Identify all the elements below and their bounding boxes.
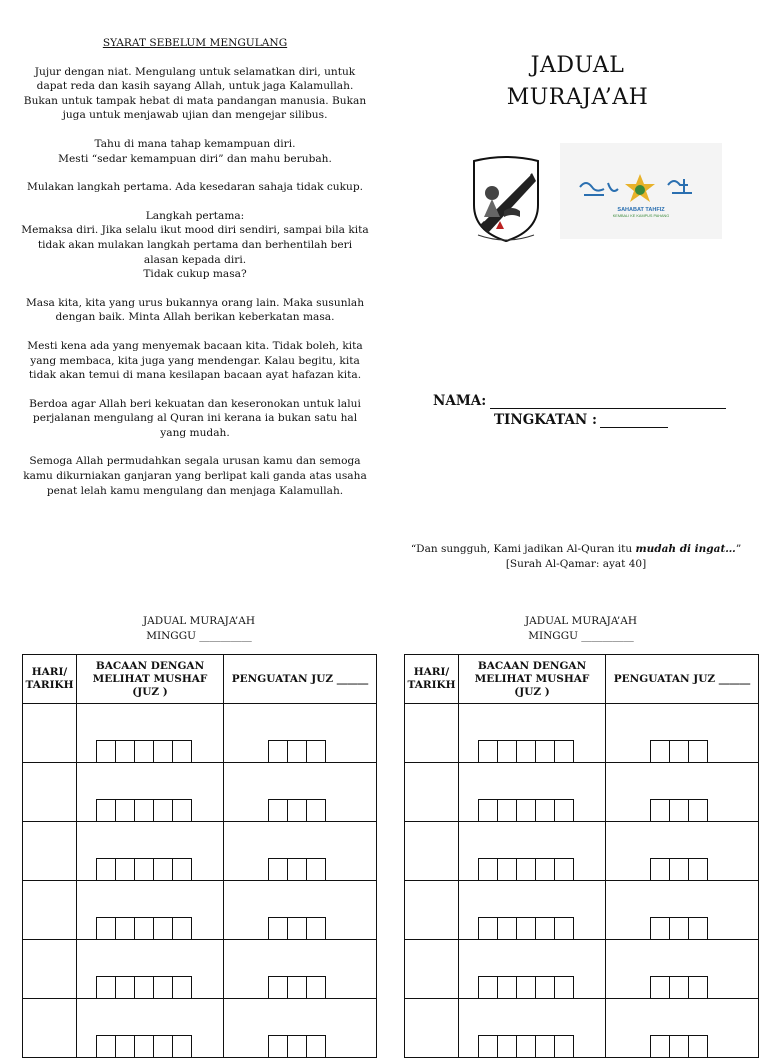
page-checkbox[interactable] bbox=[478, 799, 498, 821]
form-level-label: TINGKATAN : bbox=[494, 412, 597, 428]
juz-checkboxes bbox=[651, 740, 708, 762]
juz-checkbox[interactable] bbox=[268, 799, 288, 821]
page-checkboxes bbox=[97, 799, 192, 821]
juz-checkbox[interactable] bbox=[650, 1035, 670, 1057]
page-checkbox[interactable] bbox=[134, 858, 154, 880]
page-checkbox[interactable] bbox=[153, 858, 173, 880]
juz-checkbox[interactable] bbox=[669, 740, 689, 762]
juz-checkbox[interactable] bbox=[287, 917, 307, 939]
page-checkbox[interactable] bbox=[115, 976, 135, 998]
page-checkbox[interactable] bbox=[516, 1035, 536, 1057]
page-checkboxes bbox=[97, 1035, 192, 1057]
juz-checkbox[interactable] bbox=[268, 1035, 288, 1057]
page-checkboxes bbox=[479, 917, 574, 939]
guideline-paragraph: Mesti kena ada yang menyemak bacaan kita. Tidak boleh, kita yang membaca, kita juga yang mendengar. Kalau begitu, kita tidak akan temui di mana kesilapan bacaan ayat hafazan kita. bbox=[27, 339, 363, 382]
reinforcement-cell bbox=[606, 822, 759, 881]
juz-checkbox[interactable] bbox=[306, 1035, 326, 1057]
schedule-week: MINGGU __________ bbox=[146, 630, 252, 642]
reinforcement-cell bbox=[606, 999, 759, 1058]
page-checkbox[interactable] bbox=[497, 858, 517, 880]
page-checkbox[interactable] bbox=[172, 1035, 192, 1057]
reinforcement-cell bbox=[224, 999, 377, 1058]
schedule-row bbox=[405, 999, 759, 1058]
juz-checkbox[interactable] bbox=[306, 740, 326, 762]
juz-checkbox[interactable] bbox=[669, 799, 689, 821]
name-label: NAMA: bbox=[433, 393, 487, 409]
schedule-left bbox=[22, 614, 376, 1058]
day-date-cell[interactable] bbox=[23, 763, 77, 822]
header-reinforcement: PENGUATAN JUZ ______ bbox=[606, 655, 759, 704]
reinforcement-cell bbox=[224, 704, 377, 763]
reading-cell bbox=[77, 704, 224, 763]
juz-checkbox[interactable] bbox=[287, 1035, 307, 1057]
page-checkboxes bbox=[97, 917, 192, 939]
day-date-cell[interactable] bbox=[405, 704, 459, 763]
page-checkboxes bbox=[479, 799, 574, 821]
page-checkbox[interactable] bbox=[516, 799, 536, 821]
juz-checkbox[interactable] bbox=[650, 917, 670, 939]
juz-checkboxes bbox=[269, 799, 326, 821]
schedule-title: JADUAL MURAJA’AH bbox=[524, 615, 638, 627]
schedule-table bbox=[22, 654, 377, 1058]
juz-checkboxes bbox=[651, 858, 708, 880]
reinforcement-cell bbox=[224, 822, 377, 881]
juz-checkbox[interactable] bbox=[688, 858, 708, 880]
reading-cell bbox=[459, 999, 606, 1058]
school-crest-logo bbox=[470, 155, 542, 243]
reading-cell bbox=[77, 822, 224, 881]
name-blank[interactable] bbox=[490, 393, 726, 409]
guideline-paragraph: Jujur dengan niat. Mengulang untuk selamatkan diri, untuk dapat reda dan kasih sayang Allah, untuk jaga Kalamullah. Bukan untuk tampak hebat di mata pandangan manusia. Bukan juga untuk menjawab ujian dan mengejar silibus. bbox=[23, 65, 367, 122]
juz-checkbox[interactable] bbox=[650, 976, 670, 998]
juz-checkbox[interactable] bbox=[688, 740, 708, 762]
sahabat-tahfiz-logo bbox=[560, 143, 722, 239]
page-checkbox[interactable] bbox=[172, 858, 192, 880]
guideline-paragraph: Tahu di mana tahap kemampuan diri. Mesti “sedar kemampuan diri” dan mahu berubah. bbox=[58, 137, 332, 165]
day-date-cell[interactable] bbox=[405, 999, 459, 1058]
juz-checkbox[interactable] bbox=[669, 917, 689, 939]
schedule-week: MINGGU __________ bbox=[528, 630, 634, 642]
quote-reference: [Surah Al-Qamar: ayat 40] bbox=[505, 558, 647, 570]
page-checkbox[interactable] bbox=[115, 740, 135, 762]
schedule-row bbox=[23, 999, 377, 1058]
reinforcement-cell bbox=[606, 704, 759, 763]
juz-checkboxes bbox=[269, 917, 326, 939]
reading-cell bbox=[459, 940, 606, 999]
guideline-paragraph: Langkah pertama: Memaksa diri. Jika selalu ikut mood diri sendiri, sampai bila kita tidak akan mulakan langkah pertama dan berhentilah beri alasan kepada diri. Tidak cukup masa? bbox=[21, 209, 369, 281]
day-date-cell[interactable] bbox=[23, 704, 77, 763]
page-checkbox[interactable] bbox=[172, 976, 192, 998]
page-checkboxes bbox=[97, 976, 192, 998]
page-checkbox[interactable] bbox=[134, 976, 154, 998]
juz-checkbox[interactable] bbox=[650, 740, 670, 762]
reinforcement-cell bbox=[606, 763, 759, 822]
page-checkboxes bbox=[479, 858, 574, 880]
page-checkbox[interactable] bbox=[497, 917, 517, 939]
juz-checkbox[interactable] bbox=[306, 799, 326, 821]
guideline-paragraph: Masa kita, kita yang urus bukannya orang lain. Maka susunlah dengan baik. Minta Allah berikan keberkatan masa. bbox=[25, 296, 365, 324]
reading-cell bbox=[459, 881, 606, 940]
page-checkbox[interactable] bbox=[554, 799, 574, 821]
day-date-cell[interactable] bbox=[23, 822, 77, 881]
page-checkboxes bbox=[97, 858, 192, 880]
page-checkbox[interactable] bbox=[554, 740, 574, 762]
juz-checkbox[interactable] bbox=[306, 976, 326, 998]
logo-subtext: KEMBALI KE KAMPUS PAHANG bbox=[612, 214, 670, 218]
page-checkbox[interactable] bbox=[153, 917, 173, 939]
page-checkbox[interactable] bbox=[554, 858, 574, 880]
page-checkbox[interactable] bbox=[516, 917, 536, 939]
form-level-field[interactable] bbox=[494, 412, 668, 428]
juz-checkbox[interactable] bbox=[268, 917, 288, 939]
page-checkbox[interactable] bbox=[554, 917, 574, 939]
schedule-row bbox=[23, 940, 377, 999]
page-checkbox[interactable] bbox=[172, 917, 192, 939]
schedule-title: JADUAL MURAJA’AH bbox=[142, 615, 256, 627]
juz-checkbox[interactable] bbox=[688, 1035, 708, 1057]
logo-text: SAHABAT TAHFIZ bbox=[617, 207, 665, 213]
reading-cell bbox=[459, 822, 606, 881]
juz-checkbox[interactable] bbox=[287, 740, 307, 762]
header-reinforcement: PENGUATAN JUZ ______ bbox=[224, 655, 377, 704]
juz-checkbox[interactable] bbox=[287, 858, 307, 880]
juz-checkbox[interactable] bbox=[287, 976, 307, 998]
page-checkbox[interactable] bbox=[497, 740, 517, 762]
page-checkbox[interactable] bbox=[134, 740, 154, 762]
page-checkbox[interactable] bbox=[554, 1035, 574, 1057]
page-checkbox[interactable] bbox=[96, 917, 116, 939]
schedule-row bbox=[405, 704, 759, 763]
juz-checkboxes bbox=[651, 799, 708, 821]
reading-cell bbox=[77, 881, 224, 940]
page-checkbox[interactable] bbox=[497, 799, 517, 821]
header-day-date: HARI/ TARIKH bbox=[405, 655, 459, 704]
juz-checkbox[interactable] bbox=[268, 858, 288, 880]
juz-checkbox[interactable] bbox=[688, 976, 708, 998]
schedule-row bbox=[23, 704, 377, 763]
page-checkbox[interactable] bbox=[153, 799, 173, 821]
page-checkbox[interactable] bbox=[96, 976, 116, 998]
reinforcement-cell bbox=[224, 881, 377, 940]
reading-cell bbox=[459, 763, 606, 822]
page-checkbox[interactable] bbox=[535, 1035, 555, 1057]
reading-cell bbox=[77, 999, 224, 1058]
schedule-row bbox=[23, 822, 377, 881]
page-checkboxes bbox=[479, 1035, 574, 1057]
page-checkbox[interactable] bbox=[535, 976, 555, 998]
reinforcement-cell bbox=[606, 940, 759, 999]
page-checkbox[interactable] bbox=[115, 917, 135, 939]
juz-checkbox[interactable] bbox=[268, 976, 288, 998]
page-checkbox[interactable] bbox=[153, 976, 173, 998]
juz-checkbox[interactable] bbox=[287, 799, 307, 821]
reading-cell bbox=[459, 704, 606, 763]
juz-checkboxes bbox=[651, 917, 708, 939]
name-field[interactable] bbox=[433, 393, 726, 409]
page-checkbox[interactable] bbox=[516, 858, 536, 880]
page-checkbox[interactable] bbox=[172, 799, 192, 821]
schedule-row bbox=[405, 822, 759, 881]
schedule-row bbox=[23, 763, 377, 822]
page-checkbox[interactable] bbox=[96, 1035, 116, 1057]
page-checkbox[interactable] bbox=[516, 976, 536, 998]
juz-checkboxes bbox=[269, 1035, 326, 1057]
page-checkbox[interactable] bbox=[535, 740, 555, 762]
day-date-cell[interactable] bbox=[405, 763, 459, 822]
page-checkbox[interactable] bbox=[478, 858, 498, 880]
day-date-cell[interactable] bbox=[23, 881, 77, 940]
juz-checkboxes bbox=[269, 858, 326, 880]
juz-checkbox[interactable] bbox=[306, 858, 326, 880]
juz-checkbox[interactable] bbox=[650, 858, 670, 880]
juz-checkbox[interactable] bbox=[268, 740, 288, 762]
page-checkbox[interactable] bbox=[497, 1035, 517, 1057]
guideline-paragraph: Berdoa agar Allah beri kekuatan dan keseronokan untuk lalui perjalanan mengulang al Quran ini kerana ia bukan satu hal yang mudah. bbox=[29, 397, 361, 439]
juz-checkbox[interactable] bbox=[688, 799, 708, 821]
guidelines-heading: SYARAT SEBELUM MENGULANG bbox=[102, 37, 288, 49]
schedule-row bbox=[405, 940, 759, 999]
page-checkbox[interactable] bbox=[134, 1035, 154, 1057]
page-checkbox[interactable] bbox=[516, 740, 536, 762]
page-checkbox[interactable] bbox=[96, 858, 116, 880]
schedule-row bbox=[405, 881, 759, 940]
header-reading: BACAAN DENGAN MELIHAT MUSHAF (JUZ ) bbox=[77, 655, 224, 704]
page-checkbox[interactable] bbox=[96, 799, 116, 821]
page-checkbox[interactable] bbox=[478, 976, 498, 998]
page-checkbox[interactable] bbox=[153, 740, 173, 762]
page-checkbox[interactable] bbox=[96, 740, 116, 762]
schedule-row bbox=[23, 881, 377, 940]
reinforcement-cell bbox=[606, 881, 759, 940]
page-checkbox[interactable] bbox=[172, 740, 192, 762]
page-checkbox[interactable] bbox=[153, 1035, 173, 1057]
guideline-paragraph: Mulakan langkah pertama. Ada kesedaran sahaja tidak cukup. bbox=[26, 181, 364, 194]
cover-title: JADUAL MURAJA’AH bbox=[506, 53, 649, 110]
day-date-cell[interactable] bbox=[23, 940, 77, 999]
page-checkbox[interactable] bbox=[478, 740, 498, 762]
schedule-row bbox=[405, 763, 759, 822]
page-checkbox[interactable] bbox=[535, 917, 555, 939]
day-date-cell[interactable] bbox=[405, 940, 459, 999]
juz-checkbox[interactable] bbox=[688, 917, 708, 939]
guidelines-column bbox=[20, 36, 370, 512]
page-checkbox[interactable] bbox=[535, 799, 555, 821]
schedule-table bbox=[404, 654, 759, 1058]
reinforcement-cell bbox=[224, 763, 377, 822]
day-date-cell[interactable] bbox=[405, 881, 459, 940]
page-checkbox[interactable] bbox=[554, 976, 574, 998]
header-day-date: HARI/ TARIKH bbox=[23, 655, 77, 704]
page-checkbox[interactable] bbox=[115, 858, 135, 880]
juz-checkboxes bbox=[651, 976, 708, 998]
page-checkbox[interactable] bbox=[478, 1035, 498, 1057]
quran-quote: “Dan sungguh, Kami jadikan Al-Quran itu mudah di ingat…” [Surah Al-Qamar: ayat 40] bbox=[400, 542, 752, 572]
day-date-cell[interactable] bbox=[405, 822, 459, 881]
day-date-cell[interactable] bbox=[23, 999, 77, 1058]
page-checkbox[interactable] bbox=[115, 1035, 135, 1057]
page-checkboxes bbox=[479, 740, 574, 762]
juz-checkbox[interactable] bbox=[669, 976, 689, 998]
juz-checkboxes bbox=[651, 1035, 708, 1057]
header-reading: BACAAN DENGAN MELIHAT MUSHAF (JUZ ) bbox=[459, 655, 606, 704]
juz-checkbox[interactable] bbox=[669, 1035, 689, 1057]
reading-cell bbox=[77, 940, 224, 999]
page-checkbox[interactable] bbox=[535, 858, 555, 880]
juz-checkbox[interactable] bbox=[650, 799, 670, 821]
page-checkboxes bbox=[97, 740, 192, 762]
page-checkbox[interactable] bbox=[134, 917, 154, 939]
reinforcement-cell bbox=[224, 940, 377, 999]
page-checkboxes bbox=[479, 976, 574, 998]
juz-checkbox[interactable] bbox=[306, 917, 326, 939]
schedule-right bbox=[404, 614, 758, 1058]
juz-checkboxes bbox=[269, 740, 326, 762]
page-checkbox[interactable] bbox=[497, 976, 517, 998]
page-checkbox[interactable] bbox=[478, 917, 498, 939]
form-level-blank[interactable] bbox=[600, 412, 668, 428]
page-checkbox[interactable] bbox=[134, 799, 154, 821]
closing-paragraph: Semoga Allah permudahkan segala urusan kamu dan semoga kamu dikurniakan ganjaran yang berlipat kali ganda atas usaha penat lelah kamu mengulang dan menjaga Kalamullah. bbox=[23, 455, 367, 497]
page-checkbox[interactable] bbox=[115, 799, 135, 821]
juz-checkboxes bbox=[269, 976, 326, 998]
reading-cell bbox=[77, 763, 224, 822]
juz-checkbox[interactable] bbox=[669, 858, 689, 880]
